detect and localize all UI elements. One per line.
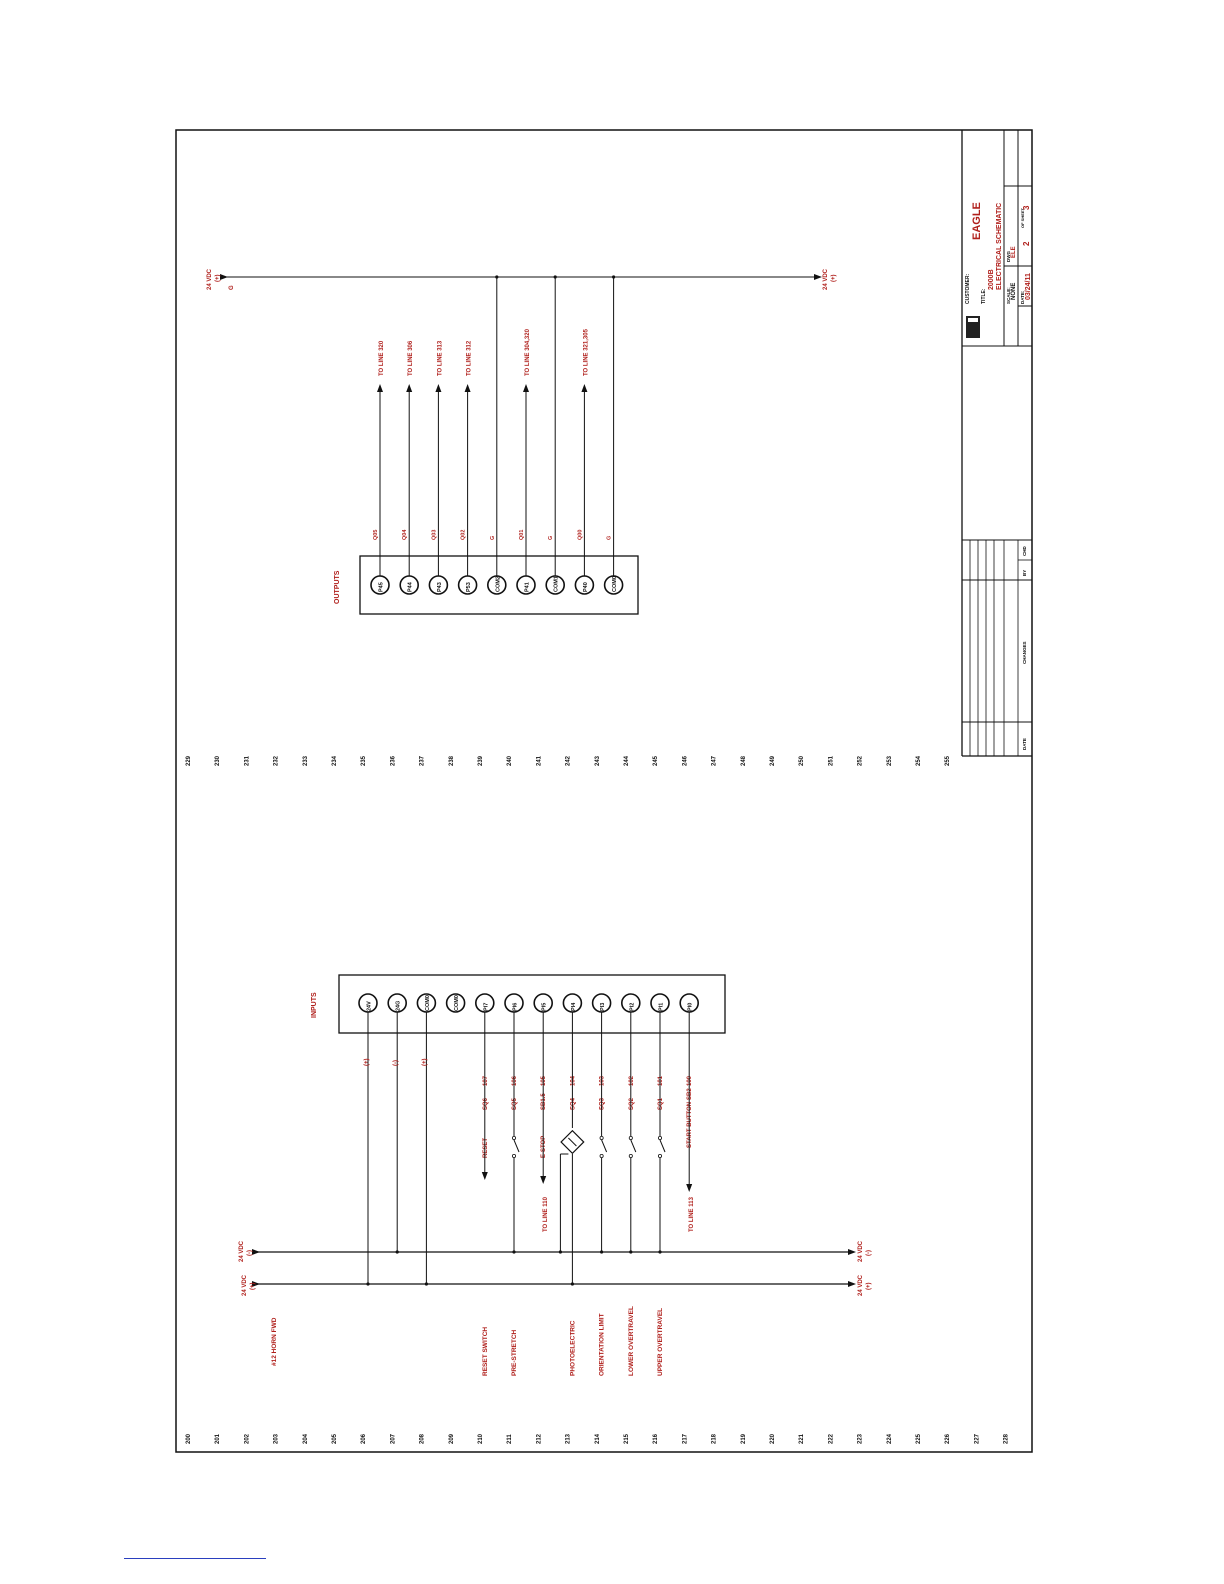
input-device-label: ORIENTATION LIMIT (598, 1313, 606, 1376)
input-terminal-label: PI0 (687, 1002, 694, 1011)
input-device-label: UPPER OVERTRAVEL (657, 1307, 664, 1376)
input-switch-label: SB1.5 (541, 1093, 548, 1110)
sheet-number: 2 (1022, 241, 1031, 246)
limit-switch-symbol (602, 1140, 607, 1152)
line-number: 209 (448, 1433, 455, 1444)
output-terminal-label: P40 (582, 582, 589, 592)
line-number: 244 (624, 755, 630, 766)
rev-header-changes: CHANGES (1022, 641, 1027, 664)
output-terminal-label: P43 (436, 582, 443, 592)
line-number: 231 (244, 755, 251, 766)
to-line-110-label: TO LINE 110 (543, 1197, 549, 1232)
line-number: 221 (799, 1433, 806, 1444)
of-sheet-label: OF SHEET (1020, 207, 1025, 228)
line-number: 247 (711, 755, 718, 766)
line-number: 240 (507, 755, 514, 766)
input-power-left-bot-sign: (+) (250, 1282, 256, 1290)
line-number: 211 (507, 1434, 514, 1444)
output-power-left-sign: (+) (215, 274, 221, 282)
output-wire-label: G (606, 535, 613, 540)
input-device-label: PRE-STRETCH (511, 1329, 518, 1376)
line-number: 254 (916, 755, 922, 766)
rev-header-chd: CHD (1022, 546, 1027, 556)
input-wire-number: 106 (512, 1075, 518, 1086)
line-number: 242 (565, 755, 572, 766)
output-power-right-label: 24 VDC (823, 268, 829, 290)
outputs-section (207, 268, 837, 614)
output-terminal-label: P44 (407, 582, 414, 592)
inputs-section (239, 975, 872, 1376)
scale-label: SCALE: (1006, 287, 1011, 304)
output-terminal-label: P45 (378, 582, 385, 592)
output-wire-label: G (548, 535, 555, 540)
line-number: 250 (799, 755, 806, 766)
line-numbers-left (186, 1433, 1010, 1444)
input-terminal-label: PI1 (658, 1002, 665, 1011)
output-wire-label: Q01 (519, 529, 525, 540)
output-target-label: TO LINE 320 (379, 340, 385, 376)
company-name: EAGLE (971, 202, 983, 240)
output-wire-label: Q00 (577, 529, 584, 540)
input-sign-com: (+) (422, 1058, 428, 1066)
line-number: 248 (740, 755, 747, 766)
output-terminal-label: P41 (524, 582, 531, 592)
line-number: 223 (857, 1433, 864, 1444)
line-number: 224 (886, 1433, 893, 1444)
line-number: 246 (682, 755, 689, 766)
input-terminal-label: COM0 (454, 995, 461, 1011)
input-power-right-top: 24 VDC (858, 1240, 864, 1262)
line-number: 249 (770, 755, 776, 766)
sheet-total: 3 (1022, 205, 1031, 210)
outputs-title: OUTPUTS (334, 570, 341, 604)
output-target-label: TO LINE 313 (437, 340, 444, 376)
line-number: 200 (186, 1433, 192, 1444)
line-number: 255 (945, 755, 952, 766)
line-number: 219 (740, 1433, 747, 1444)
limit-switch-symbol (514, 1140, 519, 1152)
line-number: 239 (478, 755, 484, 766)
line-number: 230 (215, 755, 222, 766)
output-terminal-label: COM0 (612, 576, 619, 592)
drawing-title: ELECTRICAL SCHEMATIC (996, 202, 1003, 290)
line-number: 202 (244, 1433, 251, 1444)
input-sign-24v: (+) (364, 1058, 370, 1066)
model-number: 2000B (988, 269, 995, 290)
input-terminal-label: COM0 (424, 995, 431, 1011)
line-number: 220 (770, 1433, 776, 1444)
input-power-left-top: 24 VDC (239, 1240, 245, 1262)
input-switch-label: SQ2 (628, 1097, 635, 1110)
input-power-left-bot: 24 VDC (242, 1274, 248, 1296)
input-terminal-label: PI4 (570, 1002, 577, 1011)
output-target-label: TO LINE 312 (466, 340, 473, 376)
line-number: 237 (419, 755, 426, 766)
input-terminal-label: PI5 (541, 1002, 548, 1011)
input-wire-number: 103 (599, 1075, 606, 1086)
dwg-value: ELE (1011, 246, 1017, 258)
line-number: 241 (536, 755, 543, 766)
line-number: 236 (390, 755, 397, 766)
output-wire-label: Q03 (431, 529, 438, 540)
line-number: 232 (273, 755, 280, 766)
output-target-label: TO LINE 321,305 (583, 329, 590, 376)
line-number: 222 (828, 1433, 835, 1444)
horn-label: #12 HORN FWD (271, 1317, 278, 1366)
input-sign-24g: (-) (393, 1060, 399, 1066)
output-wire-label: G (489, 535, 496, 540)
input-terminal-label: PI6 (512, 1002, 519, 1011)
input-tag-label: RESET (482, 1137, 489, 1158)
input-wire-number: 107 (482, 1075, 489, 1086)
input-wire-number: 105 (541, 1075, 548, 1086)
input-switch-label: SQ1 (658, 1097, 664, 1110)
line-number: 227 (974, 1433, 981, 1444)
to-line-113-label: TO LINE 113 (689, 1197, 695, 1232)
date-label: DATE: (1020, 290, 1025, 304)
dwg-label: DWG (1006, 251, 1011, 262)
input-wire-number: 102 (628, 1075, 635, 1086)
input-switch-label: SQ3 (599, 1097, 606, 1110)
line-number: 213 (565, 1433, 572, 1444)
inputs-title: INPUTS (311, 992, 318, 1018)
line-numbers-right (186, 755, 951, 766)
line-number: 217 (682, 1433, 689, 1444)
output-wire-label: Q02 (460, 529, 467, 540)
input-terminal-label: PI3 (600, 1002, 607, 1011)
input-wire-number: 100 (687, 1075, 694, 1086)
line-number: 251 (828, 755, 835, 766)
line-number: 215 (624, 1433, 630, 1444)
input-switch-label: SQ6 (482, 1097, 489, 1110)
line-number: 207 (390, 1433, 397, 1444)
line-number: 228 (1003, 1433, 1010, 1444)
input-terminal-label: PI2 (629, 1002, 636, 1011)
line-number: 218 (711, 1433, 718, 1444)
date-value: 03/24/11 (1025, 273, 1032, 300)
line-number: 203 (273, 1433, 280, 1444)
line-number: 229 (186, 755, 192, 766)
input-switch-label: SQ4 (570, 1097, 577, 1110)
input-tag-label: E-STOP (541, 1135, 548, 1158)
input-switch-label: SB2 (687, 1088, 694, 1100)
input-device-label: RESET SWITCH (481, 1326, 489, 1376)
line-number: 235 (361, 755, 368, 766)
line-number: 243 (594, 755, 601, 766)
input-terminal-label: 24V (366, 1001, 373, 1011)
output-wire-label: Q05 (373, 529, 379, 540)
limit-switch-symbol (631, 1140, 636, 1152)
line-number: 210 (478, 1433, 484, 1444)
line-number: 201 (215, 1433, 222, 1444)
line-number: 233 (302, 755, 309, 766)
line-number: 212 (536, 1433, 543, 1444)
footer-link-rule (124, 1558, 266, 1559)
input-power-right-top-sign: (-) (866, 1250, 872, 1256)
line-number: 226 (945, 1433, 952, 1444)
output-target-label: TO LINE 306 (408, 340, 415, 376)
input-terminal-label: PI7 (483, 1002, 490, 1011)
input-wire-number: 104 (570, 1075, 577, 1086)
input-power-right-bot: 24 VDC (858, 1274, 864, 1296)
title-label: TITLE: (981, 288, 987, 304)
output-terminal-label: P53 (466, 582, 473, 592)
customer-label: CUSTOMER: (965, 273, 971, 304)
scale-value: NONE (1011, 282, 1017, 300)
title-block (962, 130, 1032, 756)
line-number: 206 (361, 1433, 368, 1444)
line-number: 225 (916, 1433, 922, 1444)
input-device-label: PHOTOELECTRIC (569, 1320, 577, 1376)
input-tag-label: START BUTTON (687, 1101, 694, 1148)
input-device-label: LOWER OVERTRAVEL (627, 1306, 635, 1376)
input-switch-label: SQ5 (512, 1097, 518, 1110)
limit-switch-symbol (660, 1140, 665, 1152)
input-wire-number: 101 (658, 1075, 664, 1086)
line-number: 234 (332, 755, 338, 766)
line-number: 214 (594, 1433, 601, 1444)
output-target-label: TO LINE 304,320 (525, 329, 531, 376)
output-terminal-label: COM1 (553, 576, 560, 592)
rev-header-date: DATE (1022, 738, 1027, 750)
drawing-border (176, 130, 1032, 1452)
output-terminal-label: COM2 (495, 576, 502, 592)
rev-header-by: BY (1022, 569, 1027, 576)
line-number: 204 (302, 1433, 309, 1444)
output-power-left-g: G (229, 285, 235, 290)
line-number: 245 (653, 755, 660, 766)
line-number: 205 (332, 1433, 338, 1444)
line-number: 208 (419, 1433, 426, 1444)
output-power-right-sign: (+) (831, 274, 837, 282)
input-power-right-bot-sign: (+) (866, 1282, 872, 1290)
line-number: 253 (886, 755, 893, 766)
line-number: 238 (448, 755, 455, 766)
input-terminal-label: 24G (395, 1000, 402, 1011)
input-power-left-top-sign: (-) (247, 1250, 253, 1256)
output-wire-label: Q04 (402, 529, 409, 540)
output-power-left-label: 24 VDC (207, 268, 213, 290)
line-number: 252 (857, 755, 864, 766)
line-number: 216 (653, 1433, 660, 1444)
